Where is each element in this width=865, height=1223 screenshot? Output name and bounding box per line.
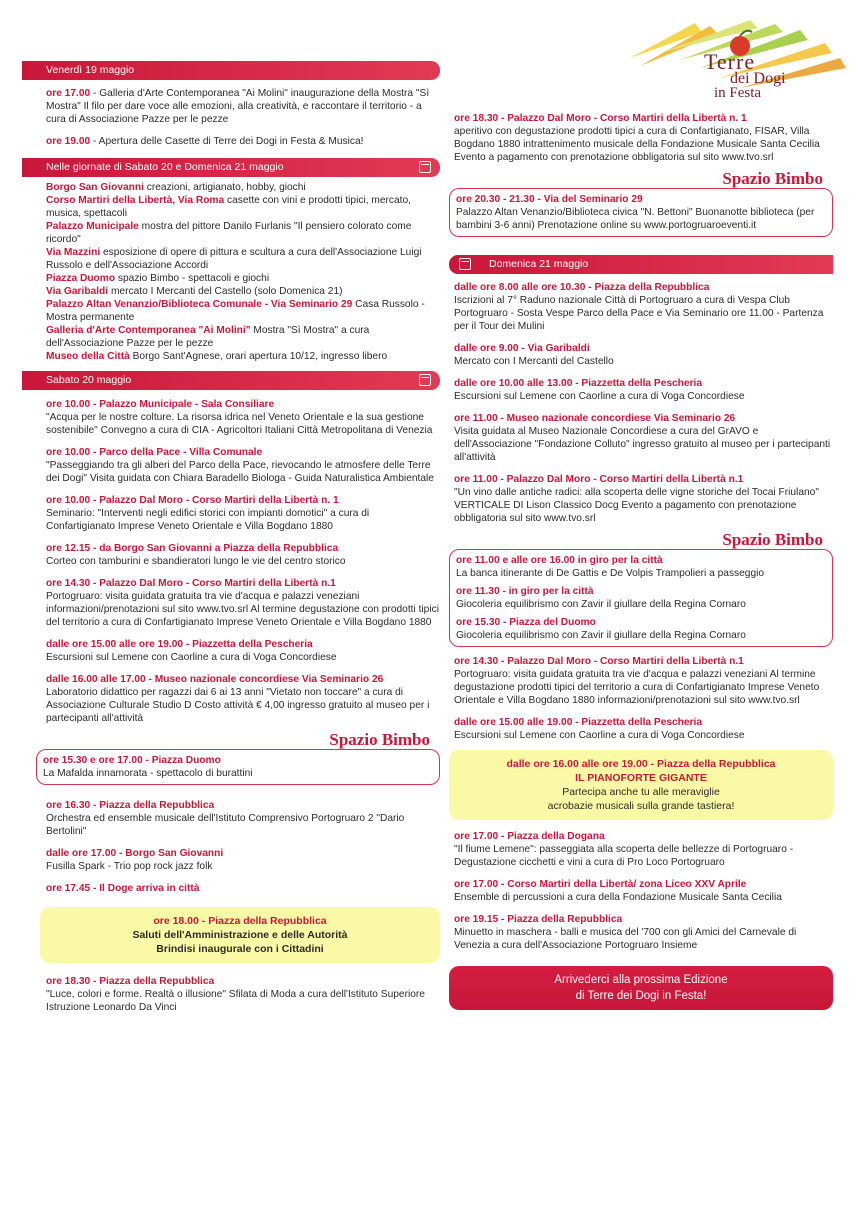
event-item: ore 17.00 - Corso Martiri della Libertà/ zona Liceo XXV Aprile Ensemble di percussioni a cura della Fondazione Musicale Santa Cecilia (454, 879, 782, 903)
calendar-icon (419, 161, 431, 173)
places-list (22, 181, 440, 363)
event-item: dalle ore 15.00 alle ore 19.00 - Piazzetta della Pescheria Escursioni sul Lemene con Caorline a cura di Voga Concordiese (46, 639, 337, 663)
list-item: Piazza Duomo spazio Bimbo - spettacoli e giochi (46, 273, 270, 284)
event-item: dalle ore 9.00 - Via Garibaldi Mercato con I Mercanti del Castello (454, 343, 614, 367)
spazio-bimbo-box: ore 20.30 - 21.30 - Via del Seminario 29 Palazzo Altan Venanzio/Biblioteca civica "N. Bettoni" Buonanotte biblioteca (per bambini 3-6 anni) Prenotazione online su www.portogruaroeventi.it (449, 188, 833, 237)
event-item: dalle ore 8.00 alle ore 10.30 - Piazza della Repubblica Iscrizioni al 7° Raduno nazionale Città di Portogruaro a cura di Vespa Club Portogruaro - Sosta Vespe Parco della Pace e Via Seminario ore 11.00 - Partenza per il Tour dei Mulini (454, 282, 824, 332)
list-item: Borgo San Giovanni creazioni, artigianato, hobby, giochi (46, 182, 306, 193)
spazio-bimbo-title: Spazio Bimbo (722, 530, 823, 549)
event-item: ore 14.30 - Palazzo Dal Moro - Corso Martiri della Libertà n.1 Portogruaro: visita guidata gratuita tra vie d'acqua e palazzi veneziani Al termine degustazione prodotti tipici del territorio a cura di Confartigianato Imprese Veneto Orientale e Villa Bogdano 1880 informazioni/prenotazioni sul sito www.tvo.srl (454, 656, 820, 706)
list-item: Museo della Città Borgo Sant'Agnese, orari apertura 10/12, ingresso libero (46, 351, 388, 362)
event-item: dalle ore 15.00 alle 19.00 - Piazzetta della Pescheria Escursioni sul Lemene con Caorline a cura di Voga Concordiese (454, 717, 745, 741)
event-item: ore 12.15 - da Borgo San Giovanni a Piazza della Repubblica Corteo con tamburini e sbandieratori lungo le vie del centro storico (46, 543, 346, 567)
event-item: dalle ore 17.00 - Borgo San Giovanni Fusilla Spark - Trio pop rock jazz folk (46, 848, 224, 872)
list-item: Palazzo Altan Venanzio/Biblioteca Comunale - Via Seminario 29 Casa Russolo - Mostra permanente (46, 299, 425, 323)
event-item: ore 17.00 - Galleria d'Arte Contemporanea "Ai Molini" inaugurazione della Mostra "Sì Mostra" Il filo per dare voce alle emozioni, alla creatività, e raccontare il territorio - a cura di Associazione Pazze per le pezze (46, 88, 430, 125)
event-item: ore 17.00 - Piazza della Dogana "Il fiume Lemene": passeggiata alla scoperta delle bellezze di Portogruaro - Degustazione cicchetti e vini a cura di Pro Loco Portogruaro (454, 831, 794, 868)
piano-highlight-box: dalle ore 16.00 alle ore 19.00 - Piazza della Repubblica IL PIANOFORTE GIGANTE Partecipa anche tu alle meraviglie acrobazie musicali sulla grande tastiera! (449, 750, 833, 820)
section-header-sabato: Sabato 20 maggio (22, 371, 440, 390)
left-column (22, 55, 440, 1014)
event-item: ore 17.45 - Il Doge arriva in città (46, 883, 200, 894)
right-column (449, 102, 833, 1010)
calendar-icon (419, 374, 431, 386)
event-item: ore 10.00 - Palazzo Municipale - Sala Consiliare "Acqua per le nostre colture. La risorsa idrica nel Veneto Orientale e la sua gestione sostenibile" Convegno a cura di CIA - Agricoltori Italiani Città Metropolitana di Venezia (46, 399, 433, 436)
logo-line-3: in Festa (714, 85, 762, 101)
section-header-giornate: Nelle giornate di Sabato 20 e Domenica 21 maggio (22, 158, 440, 177)
spazio-bimbo-box: ore 11.00 e alle ore 16.00 in giro per la città La banca itinerante di De Gattis e De Volpis Trampolieri a passeggio ore 11.30 - in giro per la città Giocoleria equilibrismo con Zavir il giullare della Regina Cornaro ore 15.30 - Piazza del Duomo Giocoleria equilibrismo con Zavir il giullare della Regina Cornaro (449, 549, 833, 647)
spazio-bimbo-title: Spazio Bimbo (722, 169, 823, 188)
list-item: Galleria d'Arte Contemporanea "Ai Molini" Mostra "Sì Mostra" a cura dell'Associazione Pazze per le pezze (46, 325, 370, 349)
event-item: ore 18.30 - Piazza della Repubblica "Luce, colori e forme. Realtà o illusione" Sfilata di Moda a cura dell'Istituto Superiore Istruzione Leonardo Da Vinci (46, 976, 425, 1013)
list-item: Palazzo Municipale mostra del pittore Danilo Furlanis "Il pensiero colorato come ricordo" (46, 221, 412, 245)
event-item: dalle ore 10.00 alle 13.00 - Piazzetta della Pescheria Escursioni sul Lemene con Caorline a cura di Voga Concordiese (454, 378, 745, 402)
event-item: ore 19.00 - Apertura delle Casette di Terre dei Dogi in Festa & Musica! (46, 136, 364, 147)
list-item: Via Mazzini esposizione di opere di pittura e scultura a cura dell'Associazione Luigi Russolo e dell'Associazione Accordi (46, 247, 422, 271)
logo-text (704, 49, 786, 101)
event-item: ore 18.30 - Palazzo Dal Moro - Corso Martiri della Libertà n. 1 aperitivo con degustazione prodotti tipici a cura di Confartigianato, FISAR, Villa Bogdano 1880 intrattenimento musicale della Fondazione Musicale Santa Cecilia Evento a pagamento con prenotazione obbligatoria sul sito www.tvo.srl (454, 113, 820, 163)
section-header-venerdi: Venerdì 19 maggio (22, 61, 440, 80)
list-item: Corso Martiri della Libertà, Via Roma casette con vini e prodotti tipici, mercato, musica, spettacoli (46, 195, 412, 219)
event-item: ore 10.00 - Parco della Pace - Villa Comunale "Passeggiando tra gli alberi del Parco della Pace, rievocando le atmosfere delle Terre dei Dogi" Visita guidata con Chiara Baradello Biologa - Guida Naturalistica Ambientale (46, 447, 434, 484)
closing-banner: Arrivederci alla prossima Edizione di Terre dei Dogi in Festa! (449, 966, 833, 1010)
spazio-bimbo-box: ore 15.30 e ore 17.00 - Piazza Duomo La Mafalda innamorata - spettacolo di burattini (36, 749, 440, 785)
event-item: ore 10.00 - Palazzo Dal Moro - Corso Martiri della Libertà n. 1 Seminario: "Interventi negli edifici storici con impianti domotici" a cura di Confartigianato Imprese Veneto Orientale e Villa Bogdano 1880 (46, 495, 370, 532)
event-item: dalle 16.00 alle 17.00 - Museo nazionale concordiese Via Seminario 26 Laboratorio didattico per ragazzi dai 6 ai 13 anni "Vietato non toccare" a cura di Associazione Culturale Studio D Costo attività € 4,00 ingresso gratuito al museo per i partecipanti all'attività (46, 674, 430, 724)
section-header-domenica: Domenica 21 maggio (449, 255, 833, 274)
event-item: ore 16.30 - Piazza della Repubblica Orchestra ed ensemble musicale dell'Istituto Comprensivo Portogruaro 2 "Dario Bertolini" (46, 800, 405, 837)
logo-line-2: dei Dogi (730, 70, 786, 87)
calendar-icon (459, 258, 471, 270)
event-item: ore 14.30 - Palazzo Dal Moro - Corso Martiri della Libertà n.1 Portogruaro: visita guidata gratuita tra vie d'acqua e palazzi veneziani informazioni/prenotazioni sul sito www.tvo.srl Al termine degustazione con prodotti tipici del territorio a cura di Confartigianato Imprese Veneto Orientale e Villa Bogdano 1880 (46, 578, 439, 628)
event-item: ore 19.15 - Piazza della Repubblica Minuetto in maschera - balli e musica del '700 con gli Amici del Carnevale di Venezia a cura dell'Associazione Portogruaro Insieme (454, 914, 797, 951)
spazio-bimbo-title: Spazio Bimbo (329, 730, 430, 749)
event-item: ore 11.00 - Museo nazionale concordiese Via Seminario 26 Visita guidata al Museo Nazionale Concordiese a cura del GrAVO e dell'Associazione "Fondazione Colluto" ingresso gratuito al museo per i partecipanti all'attività (454, 413, 831, 463)
list-item: Via Garibaldi mercato I Mercanti del Castello (solo Domenica 21) (46, 286, 343, 297)
event-item: ore 11.00 - Palazzo Dal Moro - Corso Martiri della Libertà n.1 "Un vino dalle antiche radici: alla scoperta delle vigne storiche del Tocai Friulano" VERTICALE DI Lison Classico Docg Evento a pagamento con prenotazione obbligatoria sul sito www.tvo.srl (454, 474, 819, 524)
logo-line-1: Terre (704, 49, 756, 74)
inaugural-highlight-box: ore 18.00 - Piazza della Repubblica Saluti dell'Amministrazione e delle Autorità Brindisi inaugurale con i Cittadini (40, 907, 440, 963)
